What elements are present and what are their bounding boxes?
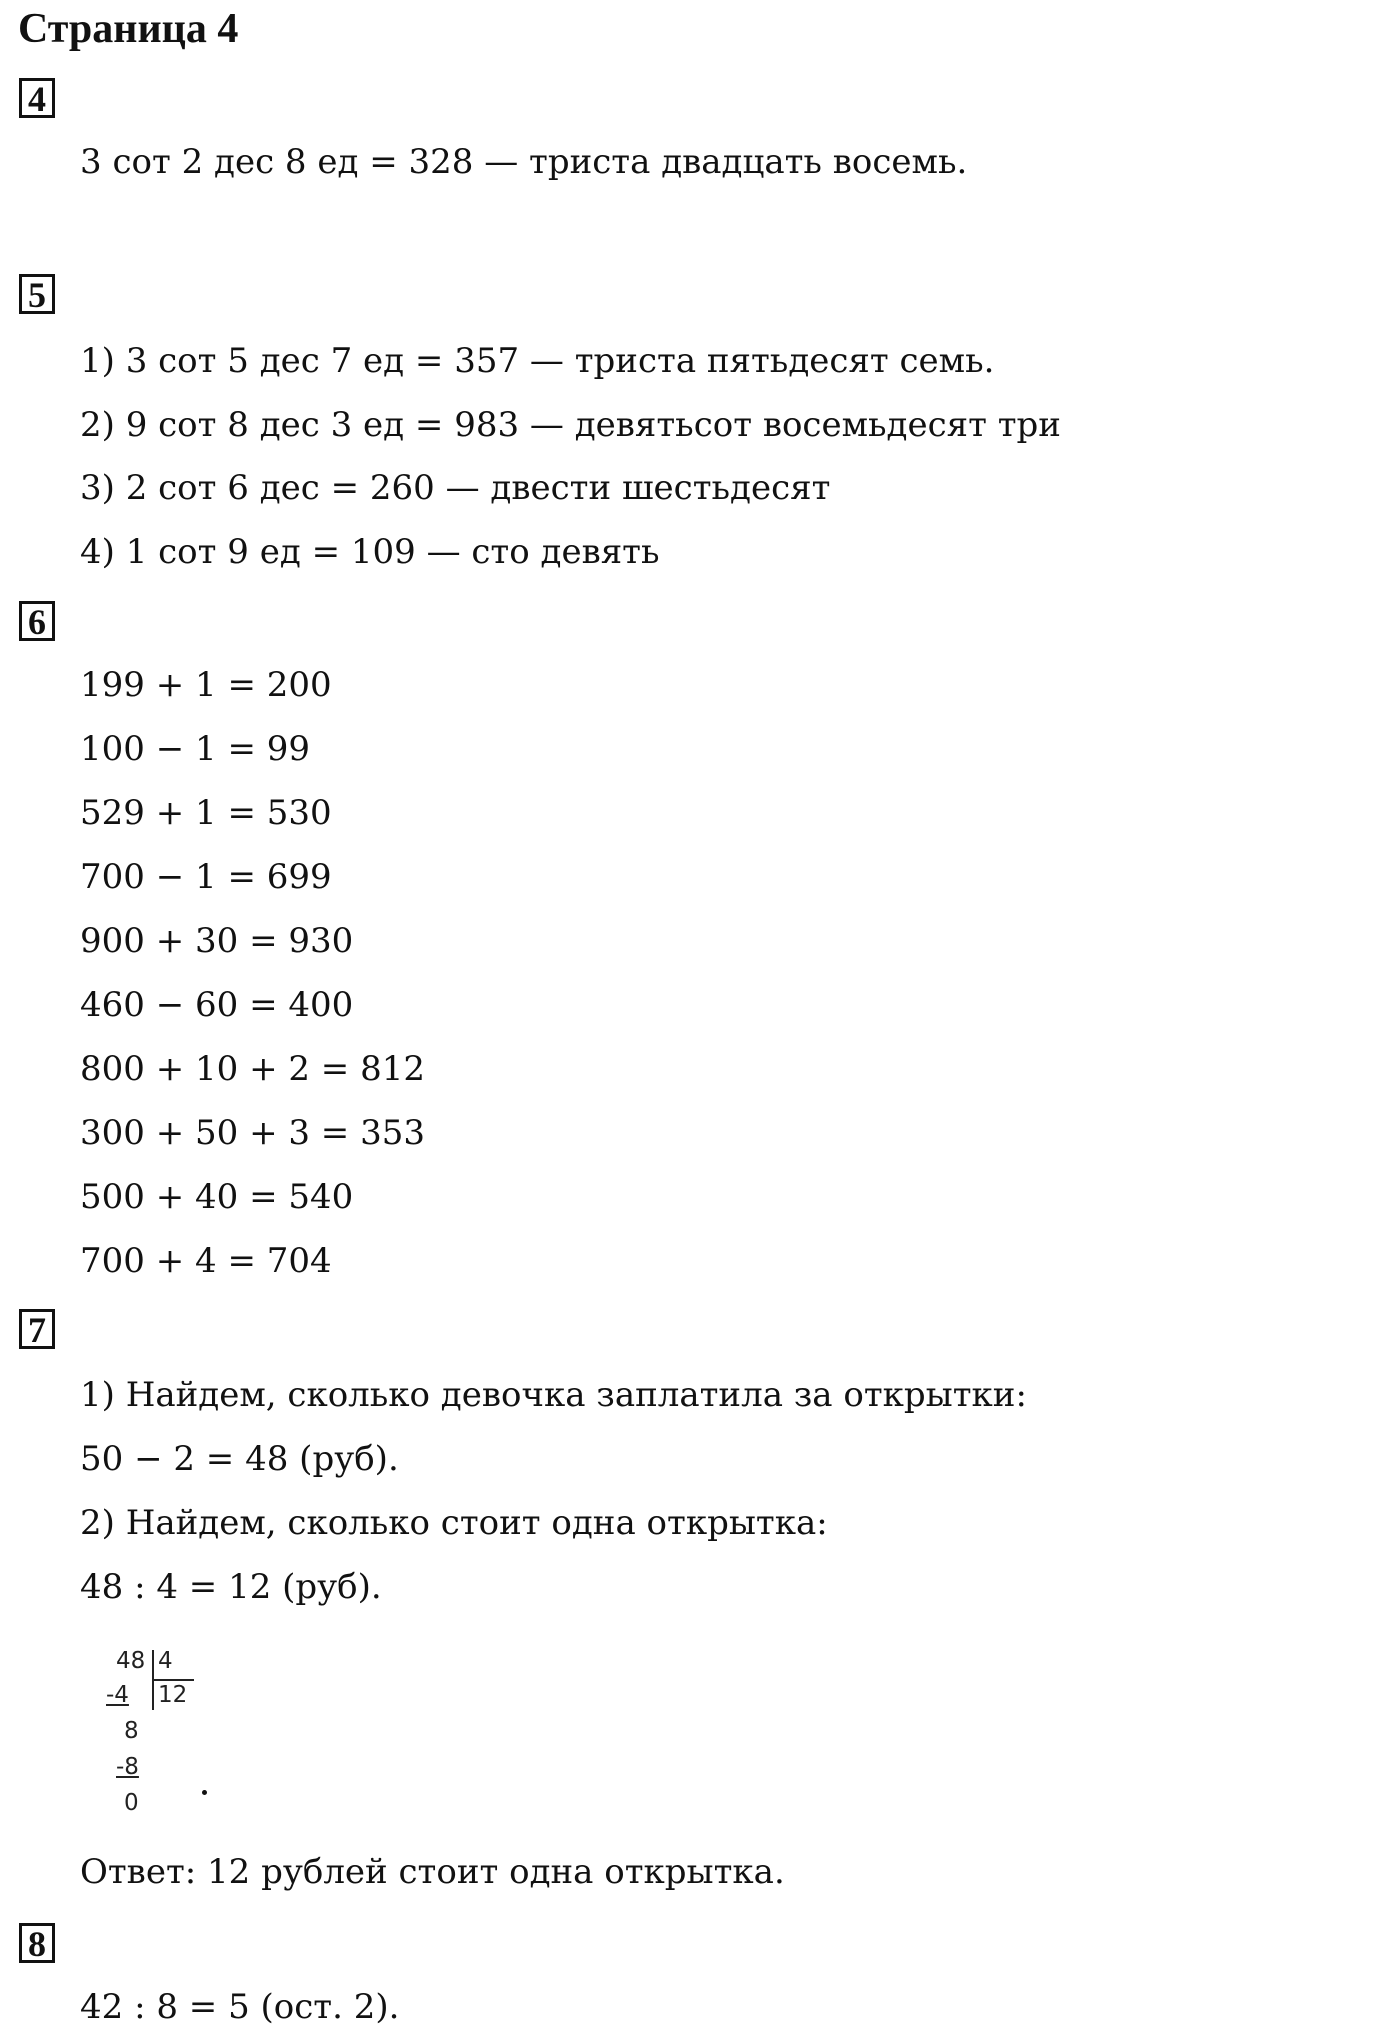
task-6-line-2: 100 − 1 = 99	[80, 729, 310, 769]
division-step-1: -4	[106, 1682, 129, 1708]
task-6-line-1: 199 + 1 = 200	[80, 665, 332, 705]
task-5-line-1: 1) 3 сот 5 дес 7 ед = 357 — триста пятьдесят семь.	[80, 341, 995, 381]
division-divisor: 4	[158, 1648, 173, 1674]
task-4-line-1: 3 сот 2 дес 8 ед = 328 — триста двадцать восемь.	[80, 142, 968, 182]
task-6-line-10: 700 + 4 = 704	[80, 1241, 332, 1281]
division-step-2: -8	[116, 1754, 139, 1780]
task-number-6: 6	[19, 601, 55, 641]
task-6-line-8: 300 + 50 + 3 = 353	[80, 1113, 425, 1153]
task-6-line-6: 460 − 60 = 400	[80, 985, 354, 1025]
task-7-line-3: 2) Найдем, сколько стоит одна открытка:	[80, 1503, 828, 1543]
task-6-line-9: 500 + 40 = 540	[80, 1177, 354, 1217]
task-number-5: 5	[19, 274, 55, 314]
division-remainder-1: 8	[124, 1718, 139, 1744]
task-6-line-4: 700 − 1 = 699	[80, 857, 332, 897]
long-division	[104, 1648, 224, 1828]
task-5-line-2: 2) 9 сот 8 дес 3 ед = 983 — девятьсот восемьдесят три	[80, 405, 1061, 445]
division-horizontal-line	[152, 1679, 194, 1681]
task-number-8: 8	[19, 1923, 55, 1963]
task-5-line-3: 3) 2 сот 6 дес = 260 — двести шестьдесят	[80, 468, 831, 508]
task-6-line-5: 900 + 30 = 930	[80, 921, 354, 961]
task-7-line-4: 48 : 4 = 12 (руб).	[80, 1567, 382, 1607]
page-title: Страница 4	[18, 6, 239, 52]
task-7-line-2: 50 − 2 = 48 (руб).	[80, 1439, 399, 1479]
task-5-line-4: 4) 1 сот 9 ед = 109 — сто девять	[80, 532, 660, 572]
task-7-answer: Ответ: 12 рублей стоит одна открытка.	[80, 1852, 785, 1892]
division-remainder-2: 0	[124, 1790, 139, 1816]
task-number-4: 4	[19, 78, 55, 118]
task-6-line-3: 529 + 1 = 530	[80, 793, 332, 833]
task-number-7: 7	[19, 1309, 55, 1349]
division-dividend: 48	[116, 1648, 146, 1674]
task-6-line-7: 800 + 10 + 2 = 812	[80, 1049, 425, 1089]
task-7-line-1: 1) Найдем, сколько девочка заплатила за открытки:	[80, 1375, 1027, 1415]
trailing-period	[202, 1790, 207, 1795]
division-quotient: 12	[158, 1682, 188, 1708]
task-8-line-1: 42 : 8 = 5 (ост. 2).	[80, 1987, 400, 2027]
